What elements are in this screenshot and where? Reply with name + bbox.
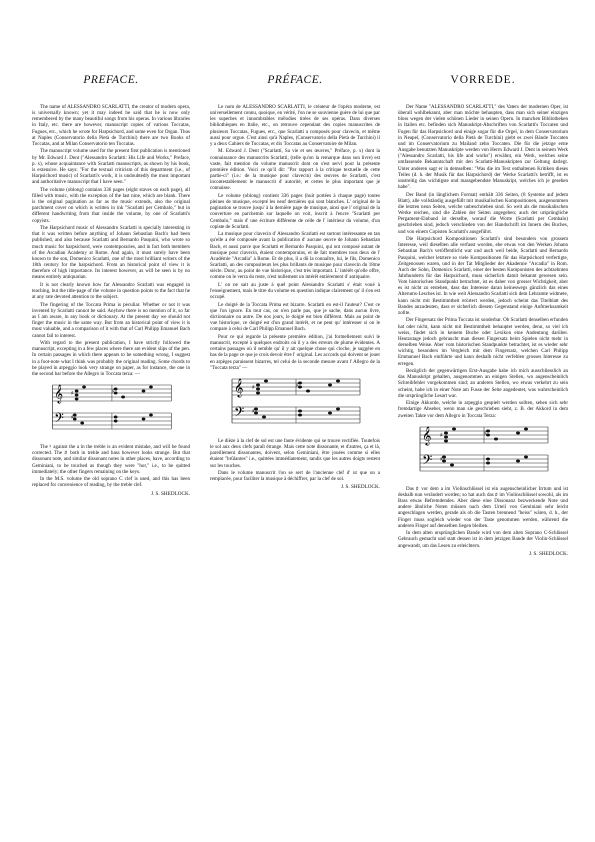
paragraph: The manuscript volume used for the present first publication is mentioned by Mr. Edward J. Dent ("Alessandro Scarlatti: His Life and Works," Preface, p. x), whose acquaintance with Scarlatti manuscripts, as shown by his book, is extensive. He says: "For the textual criticism of this department (i.e., of Harpsichord music) of Scarlatti's work, it is undoubtedly the most important and authoritative manuscript that I have seen.": [32, 148, 190, 186]
column-german: [398, 0, 568, 557]
paragraph: Einige Akkorde, welche in arpeggio gespielt werden sollten, sehen sich sehr fremdartige Abseher, wenn man sie geschrieben sieht, z. B. der Akkord in dem zweiten Takte vor dem Allegro in Toccata Terza:: [398, 400, 568, 419]
signature: J. S. SHEDLOCK.: [528, 550, 568, 557]
bass-clef-icon: 𝄢: [234, 403, 245, 423]
note-head: [114, 420, 118, 423]
paragraph: Le dièze à la clef de sol est une faute évidente qui se trouve rectifiée. Toutefois le sol aux deux clefs paraît étrange. Mais cette note dissonante, et d'autres, ça et là, pareillement dissonantes, doivent, selon Geminiani, être jouées comme si elles étaient "brûlantes" i.e., quittées immédiatement, tandis que les autres doigts restent sur les touches.: [210, 437, 380, 469]
note-head: [486, 457, 490, 460]
paragraph: The volume (oblong) contains 336 pages (eight staves on each page), all filled with music, with the exception of the last nine, which are blank. There is the original pagination as far as the music extends, also the original parchment cover on which is written in ink "Scarlatti per Cembalo," but in different handwriting from that inside the volume, by one of Scarlatti's copyists.: [32, 186, 190, 224]
note-head: [121, 396, 125, 399]
note-head: [75, 398, 79, 401]
grand-staff: [398, 421, 568, 483]
note-head: [444, 431, 448, 434]
column-heading: VORREDE.: [450, 74, 516, 86]
paragraph: Der Band (in länglichem Format) enthält 336 Seiten, (8 Systeme auf jedem Blatt), alle vollständig ausgefüllt mit musikalischen Kompositionen, ausgenommen die letzten neun Seiten, welche unbeschrieben sind. So weit als die musikalischen Werke reichen, sind die Zahlen der Seiten angegeben; auch der ursprüngliche Pergament-Einband ist derselbe, worauf die Worte (Scarlatti per Cembalo) geschrieben sind, jedoch verschieden von der Handschrift im Innern des Buches, und von einem Copisten Scarlatti's ausgeführt.: [398, 191, 568, 235]
column-heading: PRÉFACE.: [267, 74, 323, 86]
signature: J. S. SHEDLOCK.: [340, 484, 380, 491]
bass-clef-icon: 𝄢: [422, 451, 433, 471]
paragraph: Bezüglich der gegenwärtigen Erst-Ausgabe habe ich mich ausschliesslich an das Manuskript gehalten, ausgenommen an einigen Stellen, wo augenscheinlich Schreibfehler vorgekommen sind; an anderen Stellen, wo etwas verkehrt zu sein scheint, habe ich in einer Note am Fusse der Seite angedeutet, was wahrscheinlich die ursprüngliche Lesart war.: [398, 368, 568, 399]
note-head: [486, 461, 490, 464]
paragraph: Die Harpsichord Kompositionen Scarlatti's sind besonders von grossem Interesse, weil dieselben alle verfasst worden, ehe etwas von den Werken Johann Sebastian Bach's veröffentlicht war und auch weil beide, Scarlatti und Bernardo Pasquini, welcher letztere so viele Kompositionen für das Harpsichord verfertigte, Zeitgenossen waren, und in der Tat Mitglieder der Akademie "Arcadia" in Rom. Auch der Sohn, Domenico Scarlatti, einer der besten Komponisten des achtzehnten Jahrhunderts für das Harpsichord, muss sicherlich damit bekannt gewesen sein. Vom historischen Standpunkt betrachtet, ist es daher von grosser Wichtigkeit, aber es ist nicht zu erstehen, dass das Interesse daran keineswegs gänzlich das eines Alterums-Lesches ist. In wie weit Alessandro Scarlatti sich dem Lehramte widmete, kann nicht mit Bestimmtheit erörtert werden, jedoch scheint das Titelblatt des Bandes anzudeuten, dass er sicherlich diesem Gegenstand einige Aufmerksamkeit zollte.: [398, 236, 568, 316]
note-head: [75, 390, 79, 393]
paragraph: Der Name "ALESSANDRO SCARLATTI," des Vaters der modernen Oper, ist überall wohlbekannt, aber man möchte behaupten, dass man sich seiner einzigen bloss wegen der vielen schönen Lieder in seinen Opern. In manchen Bibliotheken in Italien etc. befinden sich Manuskript-Abschriften von Scarlatti's Toccaten und Fugen für das Harpsichord und einige sogar für die Orgel, in dem Conservatorium in Neapel, (Conservatorio della Pietà de Turchini) giebt es zwei Bände Toccaten und im Conservatorium zu Mailand zehn Toccaten. Die für die jetzige erste Ausgabe benutzten Manuskripte werden von Herrn Edward J. Dent in seinem Werk ("Alessandro Scarlatti, his life and works") erwähnt, ein Werk, welches seine umfassende Bekanntschaft mit den Scarlatti-Manuskripten zur Geltung darlegt. Unter anderen sagt er in demselben: "Was die im Text enthaltenen Kritiken dieses Teiles (d. h. der Musik für das Harpsichord) der Werke Scarlatti's betrifft, ist es unstreitig das wichtigste und massgebendste Manuskript, welches ich je gesehen habe".: [398, 104, 568, 191]
paragraph: The name of ALESSANDRO SCARLATTI, the creator of modern opera, is universally known; yet it may indeed be said that he is now only remembered by the many beautiful songs from his operas. In various libraries in Italy, etc. there are however, manuscript copies of various Toccatas, Fugues, etc., which he wrote for Harpsichord, and some even for Organ. Thus at Naples (Conservatorio della Pietà de Turchini) there are two Books of Toccatas, and at Milan Conservatorio ten Toccatas.: [32, 104, 190, 147]
sharp-icon: ♯: [440, 455, 443, 463]
note-head: [336, 379, 340, 382]
sharp-icon: ♯: [440, 431, 443, 439]
column-english: [32, 0, 190, 497]
note-head: [256, 383, 260, 386]
music-example: [398, 421, 568, 483]
grand-staff: [210, 373, 380, 435]
sharp-icon: ♯: [252, 383, 255, 391]
paragraph: Le doigté de la Toccata Prima est bizarre. Scarlatti en est-il l'auteur? C'est ce que l'on ignore. En tout cas, on n'en parle pas, que je sache, dans aucun livre, dictionnaire ou autre. De nos jours, le doigté est bien différent. Mais au point de vue historique, ce doigté est d'un grand intérêt, et ne peut qu' intéresser si on le compare à celui de Carl Philipp Emanuel Bach.: [210, 301, 380, 333]
grand-staff: [32, 379, 190, 441]
treble-clef-icon: 𝄞: [54, 384, 64, 404]
note-head: [444, 439, 448, 442]
paragraph: The Harpsichord music of Alessandro Scarlatti is specially interesting in that it was written before anything of Johann Sebastian Bach's had been published, and also because Scarlatti and Bernardo Pasquini, who wrote so much music for harpsichord, were contemporaries, and in fact both members of the Arcadian Academy at Rome. And again, it must surely have been known to the son, Domenico Scarlatti, one of the most brilliant writers of the 18th century for the harpsichord. From an historical point of view it is therefore of high importance. Its interest however, as will be seen is by no means entirely antiquarian.: [32, 225, 190, 281]
paragraph: Das ♯ vor dem a im Violinschlüssel ist ein augenscheinlicher Irrtum und ist deshalb nun verändert worden; so hat auch das ♯ im Violinschlüssel sowohl, als im Bass etwas Befremdendes. Aber diese eine Dissonanz bezweckende Note und andere ähnliche Noten müssen nach dem Urteil von Geminiani sehr leicht angeschlagen werden, gerade als ob die Tasten brennend "heiss" wären, d. h., der Finger muss sogleich wieder von der Taste genommen werden, während die anderen Finger auf denselben liegen bleiben.: [398, 485, 568, 529]
note-head: [328, 411, 332, 414]
paragraph: Pour ce qui regarde la présente première édition, j'ai formellement suivi le manuscrit, excepté à quelques endroits où il y a des erreurs de plume évidentes. A certains passages où il semble qu' il y ait quelque chose qui cloche, je suggère en bas de la page ce que je crois devoir être l' original. Les accords qui doivent se jouer en arpèges paraissent bizarres, tel celui de la seconde mesure avant l' Allegro de la "Toccata terza" —: [210, 333, 380, 371]
note-head: [298, 409, 302, 412]
paragraph: The fingering of the Toccata Prima is peculiar. Whether or not it was invented by Scarlatti cannot be said. Anyhow there is no mention of it, so far as I am aware, in any book or dictionary. At the present day we should not finger the music in the same way. But from an historical point of view it is most valuable, and a comparison of it with that of Carl Philipp Emanuel Bach cannot fail to interest.: [32, 301, 190, 339]
paragraph: Le nom de ALESSANDRO SCARLATTI, le créateur de l'opéra moderne, est universellement connu, quoique, en vérité, l'on ne se souvienne guère de lui que par les superbes et innombrables mélodies tirées de ses opéras. Dans diverses bibliothèques en Italie, etc., on retrouve cependant des copies manuscrites de plusieurs Toccatas, Fugues, etc., que Scarlatti a composés pour clavecin, et même aussi pour orgue. C'est ainsi qu'à Naples, (Conservatorio della Pietà de Turchini) il y a deux Cahiers de Toccatas, et dix Toccatas au Conservatoire de Milan.: [210, 104, 380, 147]
note-head: [114, 416, 118, 419]
note-head: [452, 427, 456, 430]
note-head: [336, 407, 340, 410]
paragraph: Le volume (oblong) contient 336 pages (huit portées à chaque page) toutes pleines de musique, excepté les neuf dernières qui sont blanches. L' original de la pagination se trouve jusqu' à la dernière page de musique, ainsi que l' original de la couverture en parchemin sur laquelle on voit, inscrit à l'encre "Scarlatti per Cembalo," mais d' une écriture différente de celle de l' intérieur du volume, d'un copiste de Scarlatti.: [210, 192, 380, 230]
column-french: [210, 0, 380, 490]
treble-clef-icon: 𝄞: [234, 377, 244, 397]
paragraph: It is not clearly known how far Alessandro Scarlatti was engaged in teaching, but the title-page of the volume in question points to the fact that he at any rate devoted attention to the subject.: [32, 281, 190, 301]
note-head: [450, 463, 454, 466]
paragraph: La musique pour clavecin d' Alessandro Scarlatti est surtout intéressante en tan qu'elle a été composée avant la publication d' aucune œuvre de Johann Sebastian Bach, et aussi parce que Scarlatti et Bernardo Pasquini, qui ont composé autant de musique pour clavecin, étaient contemporains, et de fait membres tous deux de l' Académie "Arcadia" à Rome. Et de plus, il a dû la connaître, lui, le fils, Domenico Scarlatti, un des compositeurs les plus brillants de musique pour clavecin du 18me siècle. Donc, au point de vue historique, c'est très important. L' intérêt qu'elle offre, comme on le verra du reste, n'est nullement un intérêt entièrement d' antiquaire.: [210, 231, 380, 281]
sharp-icon: ♯: [484, 429, 487, 437]
paragraph: In the M.S. volume the old soprano C clef is used, and this has been replaced for convenience of reading, by the treble clef.: [32, 476, 190, 489]
note-head: [262, 415, 266, 418]
column-heading: PREFACE.: [83, 74, 139, 86]
note-head: [444, 435, 448, 438]
paragraph: In dem alten ursprünglichen Bande wird von dem alten Soprano C-Schlüssel Gebrauch gemacht und statt dessen ist in dem jetzigen Bande der Violin-Schlüssel angewandt, um das Lesen zu erleichtern.: [398, 530, 568, 549]
paragraph: M. Edward J. Dent ("Scarlatti, Sa vie et ses œuvres," Préface, p. x) dont la connaissance des manuscrits Scarlatti, (telle qu'on la remarque dans son livre) est vaste, fait mention du volume manuscrit dont on s'est servi pour la présente première édition. Voici ce qu'il dit: "Par rapport à la critique textuelle de cette partie-ci" (i.e.: de la musique pour clavecin) des œuvres de Scarlatti, c'est incontestablement le manuscrit d' autorité, et certes le plus important que je connaisse.: [210, 148, 380, 192]
sharp-icon: ♯: [296, 381, 299, 389]
paragraph: Dans le volume manuscrit l'on se sert de l'ancienne clef d' ut que on a remplacée, pour faciliter la musique à déchiffrer, par la clef de sol.: [210, 470, 380, 483]
sharp-icon: ♯: [111, 388, 115, 396]
note-head: [494, 437, 498, 440]
sharp-icon: ♯: [71, 390, 74, 398]
note-head: [75, 394, 79, 397]
paragraph: With regard to the present publication, I have strictly followed the manuscript, excepting in a few places where there are evident slips of the pen. In certain passages in which there appears to be something wrong, I suggest in a foot-note what I think was probably the original reading. Some chords to be played in arpeggio look very strange on paper, as for instance, the one in the second bar before the Allegro in Toccata terza: —: [32, 340, 190, 377]
note-head: [516, 431, 520, 434]
sharp-icon: ♯: [71, 414, 74, 422]
bass-clef-icon: 𝄢: [54, 410, 64, 430]
note-head: [328, 383, 332, 386]
note-head: [82, 386, 86, 389]
paragraph: L' on ne sait au juste à quel point Alessandro Scarlatti s' était voué à l'enseignement, mais le titre du volume en question indique clairement qu' il s'en est occupé.: [210, 281, 380, 301]
note-head: [306, 389, 310, 392]
signature: J. S. SHEDLOCK.: [150, 490, 190, 497]
music-example: [210, 373, 380, 435]
sharp-icon: ♯: [252, 407, 255, 415]
paragraph: Der Fingersatz der Prima Toccata ist sonderbar. Ob Scarlatti denselben erfunden hat oder nicht, kann nicht mit Bestimmtheit behauptet werden, denn, so viel ich weiss, findet sich in keinem Buche oder Lexikon eine Andeutung darüber. Heutzutage jedoch gebraucht man diesen Fingersatz beim Spielen nicht mehr in derselben Weise. Aber vom historischen Standpunkte betrachtet, ist es wieder sehr wichtig, besonders im Vergleich mit dem Fingersatz, welchen Carl Philipp Emmanuel Bach einführte und kann deshalb nicht verfehlen grosses Interesse zu erregen.: [398, 317, 568, 367]
note-head: [516, 459, 520, 462]
note-head: [80, 422, 84, 425]
note-head: [142, 390, 146, 393]
note-head: [524, 427, 528, 430]
note-head: [264, 379, 268, 382]
music-example: [32, 379, 190, 441]
note-head: [524, 455, 528, 458]
note-head: [298, 413, 302, 416]
note-head: [256, 391, 260, 394]
paragraph: The ♮ against the a in the treble is an evident mistake, and will be found corrected. The ♯ both in treble and bass however looks strange. But that dissonant note, and similar dissonant notes in other places, have, according to Geminiani, to be touched as though they were "hot," i.e., to be quitted immediately; the other fingers remaining on the keys.: [32, 444, 190, 475]
note-head: [149, 414, 153, 417]
note-head: [149, 386, 153, 389]
treble-clef-icon: 𝄞: [422, 425, 432, 445]
note-head: [256, 387, 260, 390]
note-head: [142, 418, 146, 421]
